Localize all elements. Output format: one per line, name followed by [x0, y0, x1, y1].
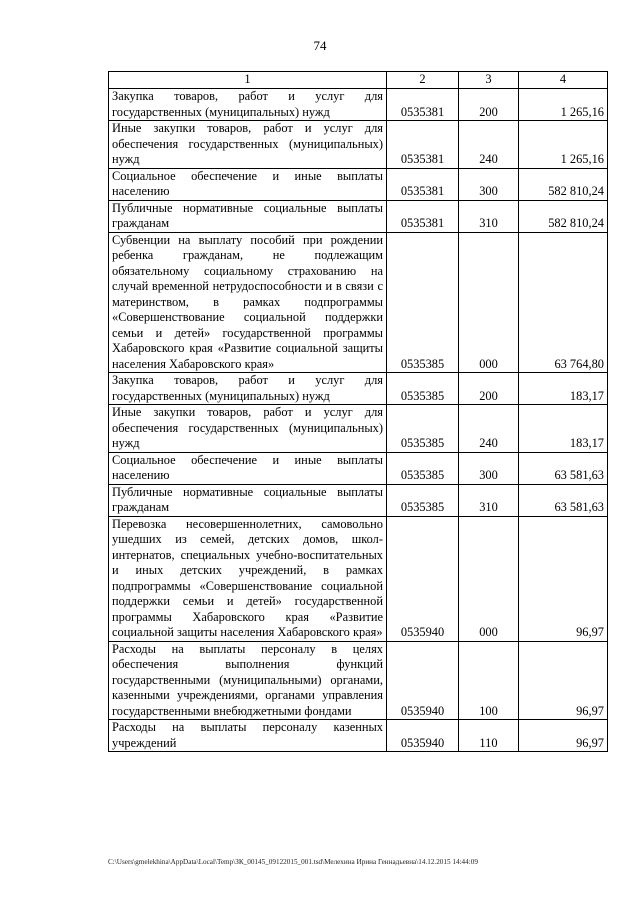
row-amount: 96,97 [519, 641, 608, 720]
row-expense-type: 200 [459, 373, 519, 405]
row-target-code: 0535385 [387, 232, 459, 373]
column-header-1: 1 [109, 72, 387, 89]
row-expense-type: 310 [459, 484, 519, 516]
row-target-code: 0535940 [387, 720, 459, 752]
row-name: Закупка товаров, работ и услуг для государственных (муниципальных) нужд [109, 89, 387, 121]
row-expense-type: 300 [459, 452, 519, 484]
table-row [109, 121, 608, 169]
row-name: Расходы на выплаты персоналу в целях обеспечения выполнения функций государственными (муниципальными) органами, казенными учреждениями, органами управления государственными внебюджетными фондами [109, 641, 387, 720]
row-target-code: 0535385 [387, 405, 459, 453]
table-row [109, 484, 608, 516]
row-name: Перевозка несовершеннолетних, самовольно ушедших из семей, детских домов, школ-интернатов, специальных учебно-воспитательных и иных детских учреждений, в рамках подпрограммы «Совершенствование социальной поддержки семьи и детей» государственной программы Хабаровского края «Развитие социальной защиты населения Хабаровского края» [109, 516, 387, 641]
row-amount: 1 265,16 [519, 89, 608, 121]
column-header-4: 4 [519, 72, 608, 89]
row-name: Иные закупки товаров, работ и услуг для обеспечения государственных (муниципальных) нужд [109, 405, 387, 453]
row-amount: 63 581,63 [519, 452, 608, 484]
table-row [109, 516, 608, 641]
column-header-2: 2 [387, 72, 459, 89]
row-amount: 1 265,16 [519, 121, 608, 169]
row-target-code: 0535385 [387, 484, 459, 516]
row-amount: 183,17 [519, 405, 608, 453]
budget-table-body [109, 72, 608, 752]
file-path-footer: C:\Users\gmelekhina\AppData\Local\Temp\ЗК_00145_09122015_001.tsd\Мелехина Ирина Геннадьевна\14.12.2015 14:44:09 [108, 858, 478, 866]
row-target-code: 0535381 [387, 200, 459, 232]
row-amount: 582 810,24 [519, 200, 608, 232]
row-target-code: 0535385 [387, 373, 459, 405]
row-amount: 96,97 [519, 720, 608, 752]
row-amount: 183,17 [519, 373, 608, 405]
row-expense-type: 300 [459, 168, 519, 200]
row-name: Социальное обеспечение и иные выплаты населению [109, 168, 387, 200]
table-row [109, 89, 608, 121]
row-expense-type: 000 [459, 232, 519, 373]
row-target-code: 0535381 [387, 89, 459, 121]
row-name: Иные закупки товаров, работ и услуг для обеспечения государственных (муниципальных) нужд [109, 121, 387, 169]
row-name: Социальное обеспечение и иные выплаты населению [109, 452, 387, 484]
row-amount: 582 810,24 [519, 168, 608, 200]
table-row [109, 168, 608, 200]
table-row [109, 232, 608, 373]
table-row [109, 720, 608, 752]
row-target-code: 0535940 [387, 516, 459, 641]
table-header-row [109, 72, 608, 89]
table-row [109, 373, 608, 405]
row-amount: 63 764,80 [519, 232, 608, 373]
table-row [109, 405, 608, 453]
column-header-3: 3 [459, 72, 519, 89]
row-name: Закупка товаров, работ и услуг для государственных (муниципальных) нужд [109, 373, 387, 405]
row-expense-type: 200 [459, 89, 519, 121]
budget-table [108, 71, 608, 752]
row-expense-type: 100 [459, 641, 519, 720]
row-expense-type: 240 [459, 121, 519, 169]
table-row [109, 452, 608, 484]
row-target-code: 0535381 [387, 168, 459, 200]
row-name: Расходы на выплаты персоналу казенных учреждений [109, 720, 387, 752]
row-target-code: 0535381 [387, 121, 459, 169]
row-name: Публичные нормативные социальные выплаты гражданам [109, 200, 387, 232]
row-expense-type: 310 [459, 200, 519, 232]
page-number: 74 [313, 38, 327, 53]
row-amount: 63 581,63 [519, 484, 608, 516]
row-name: Публичные нормативные социальные выплаты гражданам [109, 484, 387, 516]
row-target-code: 0535385 [387, 452, 459, 484]
table-row [109, 641, 608, 720]
row-expense-type: 110 [459, 720, 519, 752]
row-amount: 96,97 [519, 516, 608, 641]
row-target-code: 0535940 [387, 641, 459, 720]
table-row [109, 200, 608, 232]
row-expense-type: 000 [459, 516, 519, 641]
row-name: Субвенции на выплату пособий при рождении ребенка гражданам, не подлежащим обязательному социальному страхованию на случай временной нетрудоспособности и в связи с материнством, в рамках подпрограммы «Совершенствование социальной поддержки семьи и детей» государственной программы Хабаровского края «Развитие социальной защиты населения Хабаровского края» [109, 232, 387, 373]
row-expense-type: 240 [459, 405, 519, 453]
